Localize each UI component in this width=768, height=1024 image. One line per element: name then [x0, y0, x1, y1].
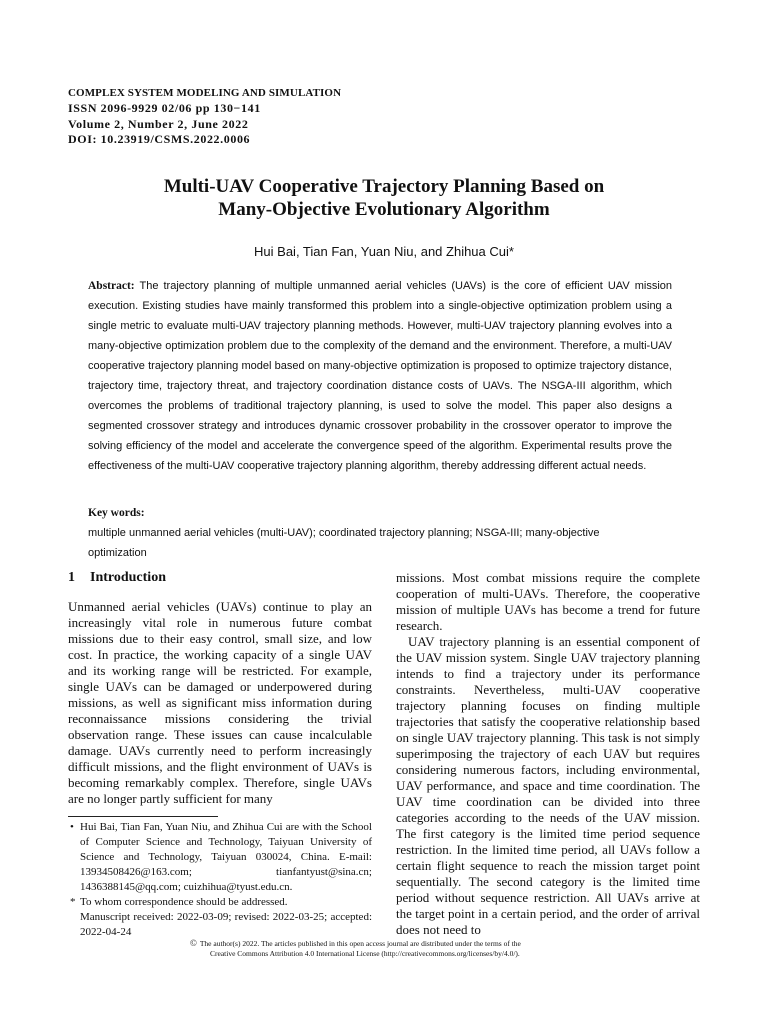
right-column	[396, 570, 700, 938]
keywords	[88, 503, 672, 563]
footnotes	[68, 820, 372, 940]
footnote-manuscript: Manuscript received: 2022-03-09; revised: 2022-03-25; accepted: 2022-04-24	[80, 911, 372, 938]
journal-issn: ISSN 2096-9929 02/06 pp 130−141	[68, 101, 261, 115]
journal-header	[68, 86, 468, 148]
journal-volume: Volume 2, Number 2, June 2022	[68, 116, 249, 131]
footnote-divider	[68, 816, 218, 817]
paper-title	[60, 175, 708, 221]
section-title: Introduction	[90, 570, 166, 585]
license-notice	[190, 938, 610, 959]
intro-paragraph-1: Unmanned aerial vehicles (UAVs) continue to play an increasingly vital role in numerous future combat missions due to their easy control, small size, and low cost. In practice, the working capacity of a single UAV and its working range will be restricted. For example, single UAVs can be damaged or underpowered during missions, as well as significant miss information during reconnaissance missions considering the trivial observation range. These issues can cause incalculable damage. UAVs currently need to perform increasingly difficult missions, and the flight environment of UAVs is becoming remarkably complex. Therefore, single UAVs are no longer partly sufficient for many	[68, 599, 372, 806]
affiliation-text: Hui Bai, Tian Fan, Yuan Niu, and Zhihua Cui are with the School of Computer Science and Technology, Taiyuan University of Science and Technology, Taiyuan 030024, China. E-mail: 13934508426@163.com; tianfantyust@sina.cn; 1436388145@qq.com; cuizhihua@tyust.edu.cn.	[80, 821, 372, 893]
section-number: 1	[68, 570, 75, 585]
abstract-text: The trajectory planning of multiple unmanned aerial vehicles (UAVs) is the core of efficient UAV mission execution. Existing studies have mainly transformed this problem into a single-objective optimization problem using a single metric to evaluate multi-UAV trajectory planning methods. However, multi-UAV trajectory planning evolves into a many-objective optimization problem due to the complexity of the demand and the environment. Therefore, a multi-UAV cooperative trajectory planning model based on many-objective optimization is proposed to optimize trajectory distance, trajectory time, trajectory threat, and trajectory coordination distance costs of UAVs. The NSGA-III algorithm, which overcomes the problems of traditional trajectory planning, is used to solve the model. This paper also designs a segmented crossover strategy and introduces dynamic crossover probability in the crossover operator to improve the solving efficiency of the model and accelerate the convergence speed of the algorithm. Experimental results prove the effectiveness of the multi-UAV cooperative trajectory planning algorithm, thereby addressing different actual needs.	[88, 280, 672, 472]
journal-doi: DOI: 10.23919/CSMS.2022.0006	[68, 132, 251, 146]
abstract-label: Abstract:	[88, 280, 135, 292]
journal-name: COMPLEX SYSTEM MODELING AND SIMULATION	[68, 87, 342, 99]
correspondence-text: To whom correspondence should be addressed.	[80, 896, 288, 908]
left-column	[68, 570, 372, 807]
license-line2: Creative Commons Attribution 4.0 International License (http://creativecommons.org/licenses/by/4.0/).	[210, 949, 520, 958]
intro-paragraph-2: UAV trajectory planning is an essential component of the UAV mission system. Single UAV trajectory planning intends to find a trajectory under its performance constraints. Nevertheless, multi-UAV cooperative trajectory planning focuses on finding multiple trajectories that satisfy the cooperative relationship based on single UAV trajectory planning. This task is not simply superimposing the trajectory of each UAV but requires considering numerous factors, including environmental, UAV performance, and space and time coordination. The UAV time coordination can be divided into three categories according to the needs of the UAV mission. The first category is the limited time period sequence restriction. In the limited time period, all UAVs follow a certain flight sequence to reach the mission target point sequentially. The second category is the limited time period without sequence restriction. All UAVs arrive at the target point in a certain period, and the order of arrival does not need to	[396, 634, 700, 937]
bullet-icon: •	[70, 821, 74, 833]
keywords-label: Key words:	[88, 507, 145, 519]
section-heading	[68, 570, 372, 586]
asterisk-icon: *	[70, 896, 76, 908]
footnote-correspondence	[68, 895, 372, 910]
license-text-1: The author(s) 2022. The articles published in this open access journal are distributed under the terms of the	[199, 939, 521, 948]
copyright-icon: ©	[190, 938, 197, 948]
keywords-text: multiple unmanned aerial vehicles (multi-UAV); coordinated trajectory planning; NSGA-III; many-objective optimization	[88, 527, 600, 559]
intro-paragraph-1-continued: missions. Most combat missions require the complete cooperation of multi-UAVs. Therefore, the cooperative mission of multiple UAVs has become a trend for future research.	[396, 570, 700, 633]
abstract	[88, 276, 672, 476]
license-line1	[190, 938, 610, 949]
footnote-affiliation	[68, 820, 372, 895]
paper-title-line1: Multi-UAV Cooperative Trajectory Planning Based on	[163, 176, 605, 197]
paper-title-line2: Many-Objective Evolutionary Algorithm	[218, 199, 550, 220]
paper-authors: Hui Bai, Tian Fan, Yuan Niu, and Zhihua Cui*	[254, 244, 514, 259]
